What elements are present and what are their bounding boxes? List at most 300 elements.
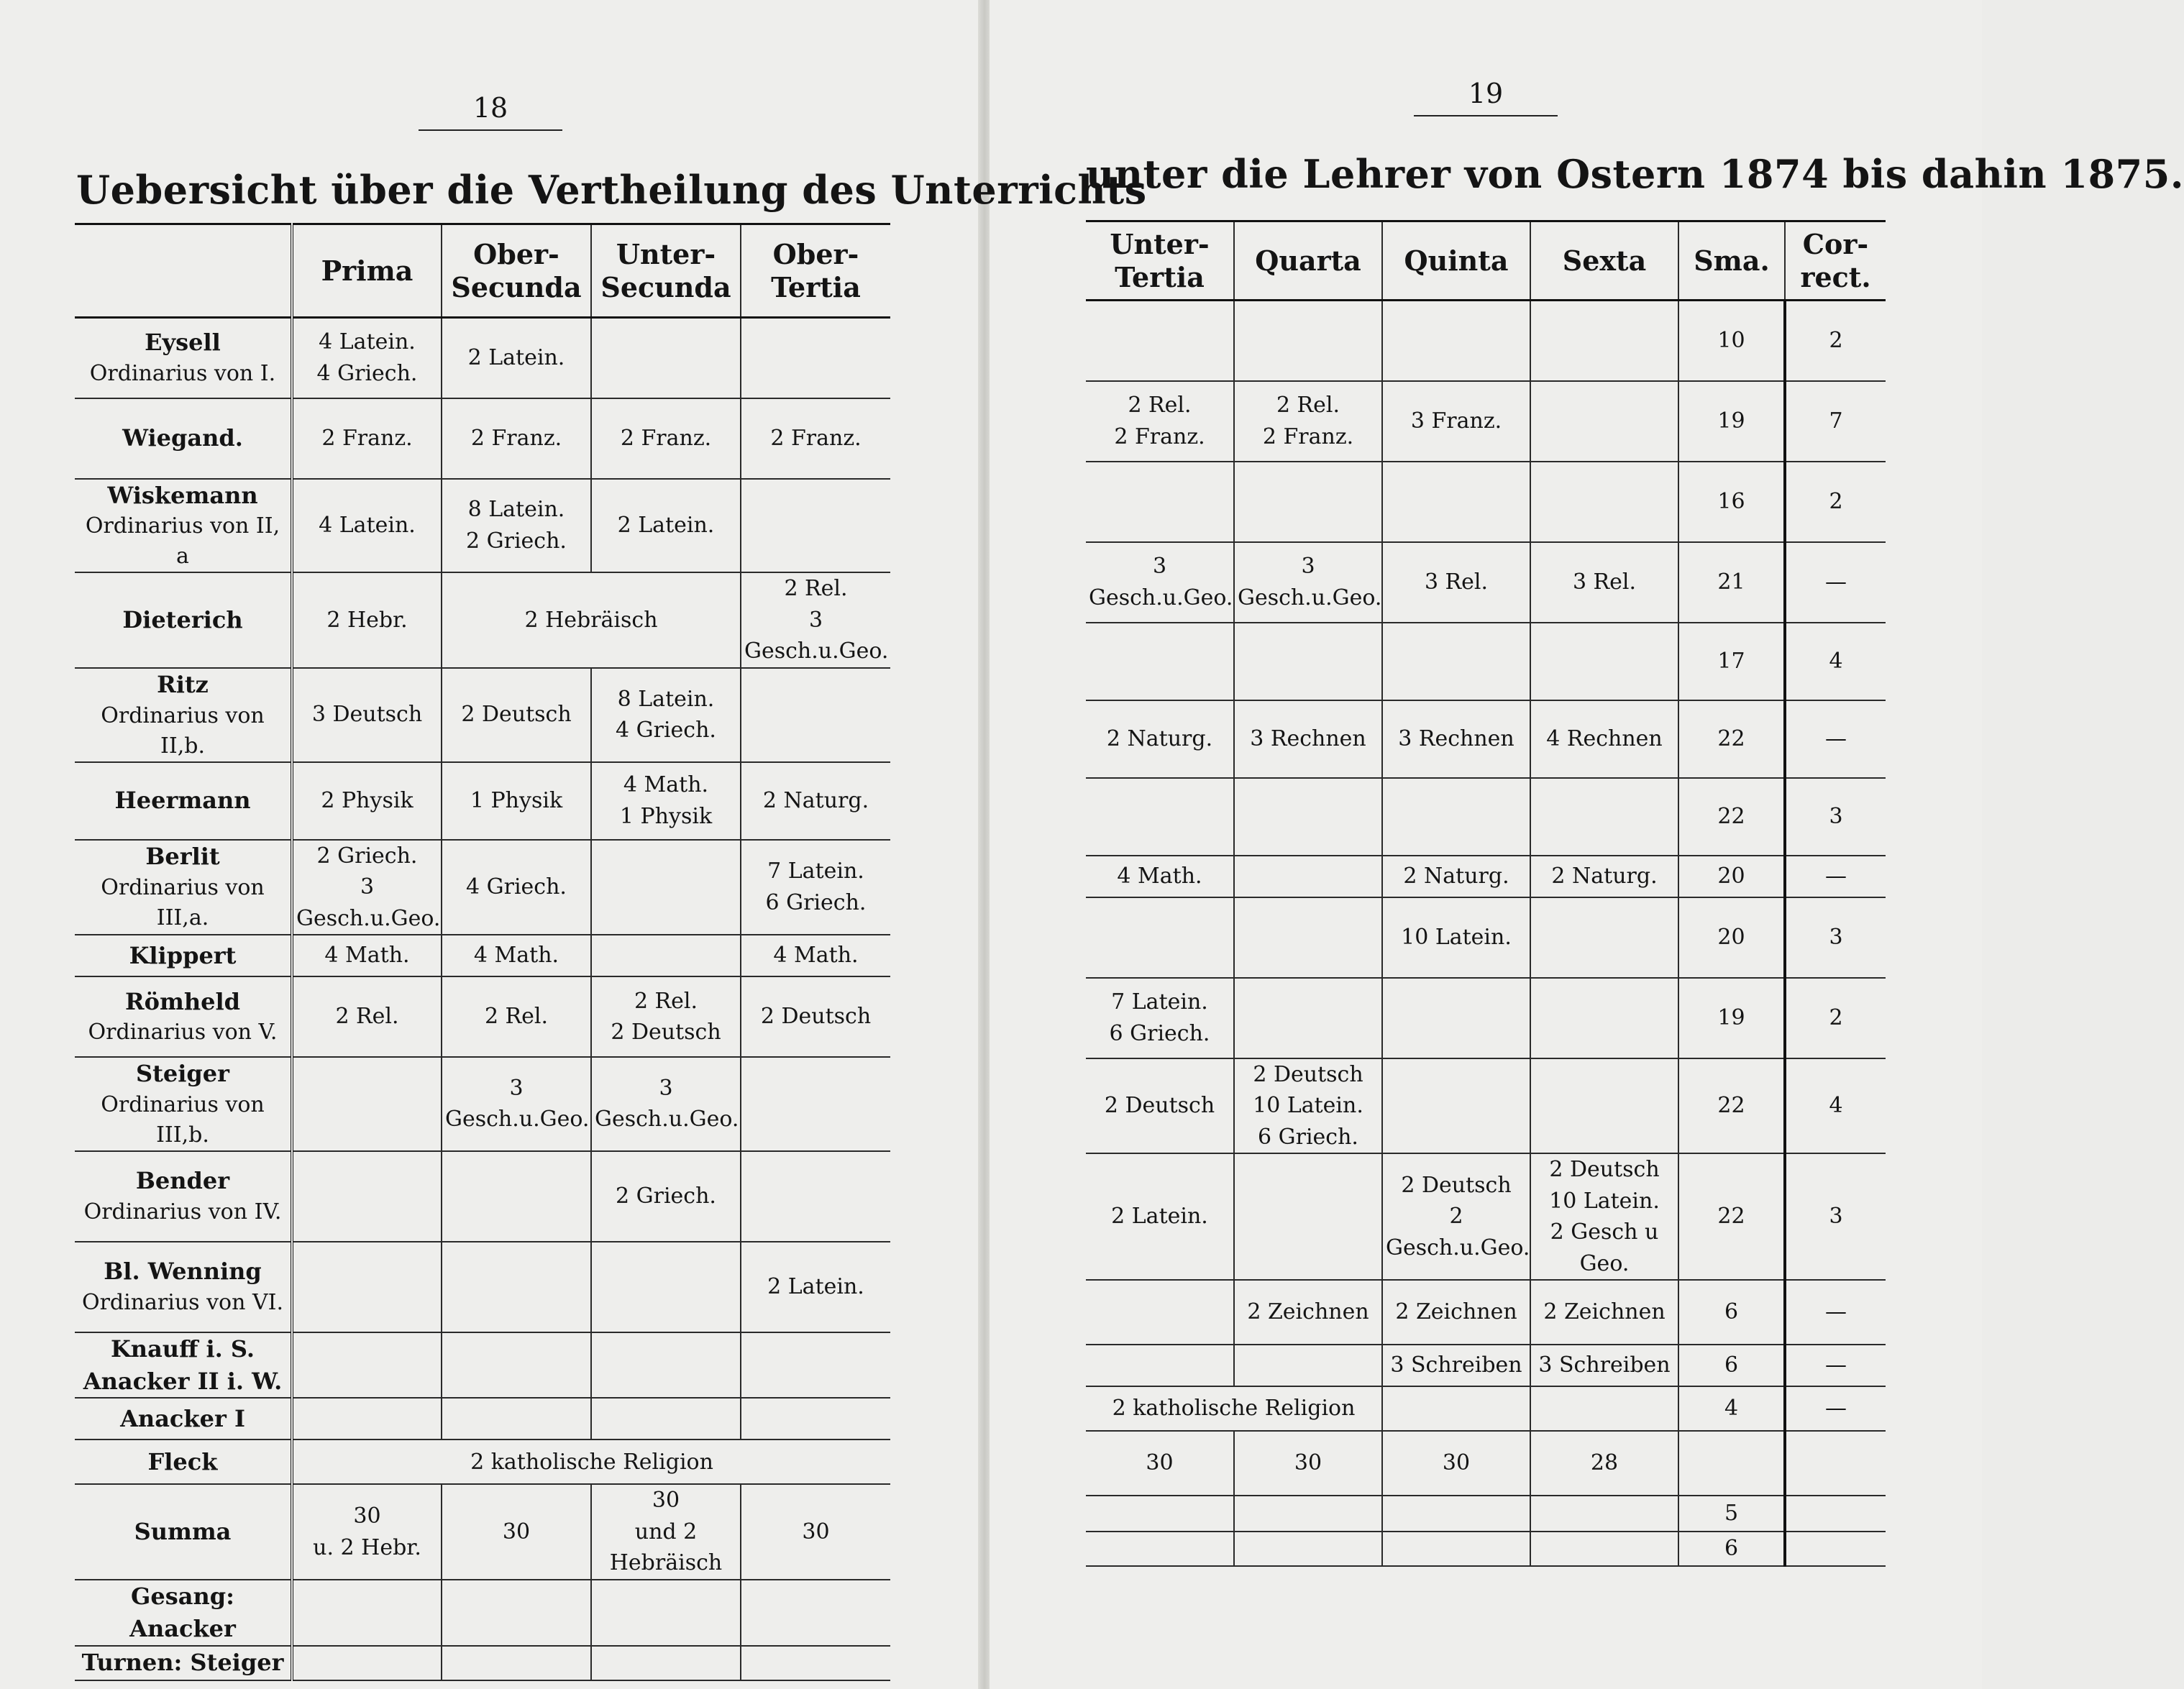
left-cell-r3-c1-line-1: 4 Latein. bbox=[319, 513, 416, 539]
right-row-10 bbox=[1086, 978, 1886, 1058]
left-cell-r5-c2-line-1: 2 Deutsch bbox=[461, 702, 572, 728]
left-row-5 bbox=[75, 668, 890, 762]
right-cell-r4-c2 bbox=[1234, 542, 1382, 623]
right-cell-r17-c6 bbox=[1785, 1496, 1886, 1532]
right-cell-r16-c2-line-1: 30 bbox=[1294, 1450, 1322, 1476]
right-row-2 bbox=[1086, 381, 1886, 462]
left-header-3-line-1: Unter- bbox=[616, 237, 716, 270]
left-row-3 bbox=[75, 479, 890, 573]
right-cell-r4-c5 bbox=[1678, 542, 1785, 623]
left-cell-r12-c2 bbox=[442, 1242, 591, 1332]
left-cell-r1-c3 bbox=[591, 318, 741, 398]
right-header-3-line-1: Sexta bbox=[1562, 244, 1647, 277]
left-cell-r6-c4 bbox=[741, 762, 890, 840]
teacher-role-text: Anacker II i. W. bbox=[83, 1367, 283, 1395]
right-cell-r9-c3-line-1: 10 Latein. bbox=[1401, 924, 1512, 950]
left-cell-r5-c4 bbox=[741, 668, 890, 762]
right-row-9 bbox=[1086, 897, 1886, 978]
right-cell-r8-c4-line-1: 2 Naturg. bbox=[1551, 863, 1658, 889]
left-cell-r4-c1-line-1: 2 Hebr. bbox=[326, 607, 408, 633]
teacher-role-text: Ordinarius von VI. bbox=[81, 1290, 284, 1316]
right-row-8 bbox=[1086, 856, 1886, 897]
left-cell-r4-c2-line-1: 2 Hebräisch bbox=[524, 607, 658, 633]
right-cell-r6-c5-line-1: 22 bbox=[1717, 726, 1745, 751]
right-cell-r1-c5-line-1: 10 bbox=[1717, 328, 1745, 353]
left-cell-r16-c4-line-1: 30 bbox=[802, 1519, 830, 1544]
right-cell-r16-c1-line-1: 30 bbox=[1146, 1450, 1174, 1476]
right-cell-r3-c5-line-1: 16 bbox=[1717, 488, 1745, 514]
right-cell-r3-c6 bbox=[1785, 462, 1886, 542]
teacher-name-1 bbox=[75, 318, 292, 398]
left-header-4-line-2: Tertia bbox=[771, 270, 861, 303]
right-cell-r11-c2 bbox=[1234, 1058, 1382, 1154]
left-cell-r7-c1-line-1: 2 Griech. bbox=[316, 843, 418, 869]
left-cell-r3-c3-line-1: 2 Latein. bbox=[617, 513, 715, 539]
right-cell-r11-c1 bbox=[1086, 1058, 1234, 1154]
left-cell-r10-c2 bbox=[442, 1057, 591, 1151]
right-cell-r6-c3-line-1: 3 Rechnen bbox=[1398, 726, 1514, 751]
right-cell-r18-c6 bbox=[1785, 1532, 1886, 1566]
left-cell-r13-c1 bbox=[292, 1332, 442, 1399]
right-cell-r17-c2 bbox=[1234, 1496, 1382, 1532]
left-row-17 bbox=[75, 1580, 890, 1646]
right-cell-r9-c5 bbox=[1678, 897, 1785, 978]
right-cell-r15-c3 bbox=[1382, 1386, 1530, 1431]
right-cell-r13-c3 bbox=[1382, 1280, 1530, 1345]
right-cell-r7-c5 bbox=[1678, 778, 1785, 856]
right-cell-r6-c6 bbox=[1785, 700, 1886, 778]
right-cell-r17-c1 bbox=[1086, 1496, 1234, 1532]
right-cell-r10-c5-line-1: 19 bbox=[1717, 1004, 1745, 1030]
left-cell-r17-c3 bbox=[591, 1580, 741, 1646]
right-header-unter-tertia bbox=[1086, 221, 1234, 301]
right-cell-r13-c2 bbox=[1234, 1280, 1382, 1345]
right-cell-r4-c4-line-1: 3 Rel. bbox=[1572, 569, 1637, 595]
right-cell-r2-c1 bbox=[1086, 381, 1234, 462]
right-cell-r11-c1-line-1: 2 Deutsch bbox=[1104, 1093, 1215, 1118]
left-cell-r11-c2 bbox=[442, 1151, 591, 1242]
left-header-name bbox=[75, 224, 292, 318]
right-cell-r5-c6 bbox=[1785, 623, 1886, 700]
right-cell-r15-c1-line-1: 2 katholische Religion bbox=[1112, 1396, 1356, 1422]
left-cell-r7-c4-line-1: 7 Latein. bbox=[767, 859, 864, 884]
right-cell-r2-c5 bbox=[1678, 381, 1785, 462]
right-cell-r4-c2-line-1: 3 Gesch.u.Geo. bbox=[1238, 554, 1382, 610]
left-cell-r8-c3 bbox=[591, 935, 741, 976]
left-cell-r18-c2 bbox=[442, 1646, 591, 1680]
right-cell-r10-c6 bbox=[1785, 978, 1886, 1058]
right-header-4-line-1: Sma. bbox=[1694, 244, 1770, 277]
left-cell-r2-c3 bbox=[591, 398, 741, 479]
teacher-role-text: Ordinarius von I. bbox=[89, 361, 276, 387]
left-cell-r1-c1-line-2: 4 Griech. bbox=[316, 360, 418, 386]
right-row-18 bbox=[1086, 1532, 1886, 1566]
right-cell-r11-c2-line-2: 10 Latein. bbox=[1253, 1093, 1363, 1118]
left-cell-r5-c3-line-1: 8 Latein. bbox=[617, 686, 715, 712]
right-cell-r5-c3 bbox=[1382, 623, 1530, 700]
right-cell-r5-c5 bbox=[1678, 623, 1785, 700]
teacher-name-6 bbox=[75, 762, 292, 840]
left-ledger-table bbox=[75, 223, 890, 1681]
right-cell-r3-c5 bbox=[1678, 462, 1785, 542]
right-cell-r7-c3 bbox=[1382, 778, 1530, 856]
right-cell-r16-c5 bbox=[1678, 1431, 1785, 1496]
right-header-0-line-2: Tertia bbox=[1115, 260, 1205, 293]
teacher-name-text: Römheld bbox=[125, 987, 240, 1015]
left-cell-r9-c4 bbox=[741, 976, 890, 1057]
right-cell-r8-c6 bbox=[1785, 856, 1886, 897]
right-cell-r15-c5 bbox=[1678, 1386, 1785, 1431]
right-cell-r8-c1-line-1: 4 Math. bbox=[1117, 863, 1202, 889]
right-cell-r12-c4-line-1: 2 Deutsch bbox=[1549, 1157, 1660, 1182]
left-cell-r1-c2-line-1: 2 Latein. bbox=[467, 345, 565, 370]
right-page-number-rule bbox=[1414, 115, 1558, 116]
teacher-name-text: Wiegand. bbox=[122, 424, 243, 452]
right-cell-r5-c6-line-1: 4 bbox=[1829, 648, 1843, 674]
right-cell-r9-c5-line-1: 20 bbox=[1717, 924, 1745, 950]
right-cell-r14-c3 bbox=[1382, 1345, 1530, 1386]
left-cell-r4-c1 bbox=[292, 572, 442, 668]
left-cell-r12-c4 bbox=[741, 1242, 890, 1332]
right-cell-r12-c5-line-1: 22 bbox=[1717, 1204, 1745, 1230]
teacher-name-14 bbox=[75, 1398, 292, 1439]
right-cell-r8-c4 bbox=[1530, 856, 1678, 897]
right-cell-r18-c3 bbox=[1382, 1532, 1530, 1566]
right-cell-r11-c2-line-1: 2 Deutsch bbox=[1253, 1061, 1363, 1087]
right-cell-r13-c2-line-1: 2 Zeichnen bbox=[1247, 1299, 1369, 1325]
left-cell-r16-c3-line-2: und 2 Hebräisch bbox=[609, 1519, 723, 1576]
left-row-10 bbox=[75, 1057, 890, 1151]
right-ledger-table bbox=[1086, 220, 1886, 1567]
teacher-name-9 bbox=[75, 976, 292, 1057]
right-cell-r3-c6-line-1: 2 bbox=[1829, 488, 1843, 514]
left-cell-r8-c1 bbox=[292, 935, 442, 976]
right-cell-r14-c6 bbox=[1785, 1345, 1886, 1386]
left-cell-r16-c1-line-1: 30 bbox=[353, 1503, 381, 1529]
left-cell-r13-c4 bbox=[741, 1332, 890, 1399]
left-cell-r11-c3-line-1: 2 Griech. bbox=[616, 1184, 716, 1209]
left-cell-r7-c2 bbox=[442, 840, 591, 935]
right-cell-r15-c4 bbox=[1530, 1386, 1678, 1431]
right-cell-r12-c4 bbox=[1530, 1153, 1678, 1280]
left-cell-r4-c4-line-2: 3 Gesch.u.Geo. bbox=[744, 607, 889, 664]
left-cell-r6-c4-line-1: 2 Naturg. bbox=[762, 787, 869, 813]
right-row-14 bbox=[1086, 1345, 1886, 1386]
left-cell-r2-c4-line-1: 2 Franz. bbox=[770, 425, 862, 451]
right-cell-r16-c2 bbox=[1234, 1431, 1382, 1496]
right-cell-r8-c2 bbox=[1234, 856, 1382, 897]
left-cell-r11-c3 bbox=[591, 1151, 741, 1242]
right-cell-r2-c2-line-2: 2 Franz. bbox=[1262, 424, 1354, 449]
left-cell-r8-c4 bbox=[741, 935, 890, 976]
teacher-name-15 bbox=[75, 1439, 292, 1484]
right-cell-r17-c4 bbox=[1530, 1496, 1678, 1532]
left-row-11 bbox=[75, 1151, 890, 1242]
right-cell-r13-c3-line-1: 2 Zeichnen bbox=[1395, 1299, 1517, 1325]
right-cell-r7-c4 bbox=[1530, 778, 1678, 856]
right-cell-r14-c1 bbox=[1086, 1345, 1234, 1386]
left-cell-r18-c1 bbox=[292, 1646, 442, 1680]
right-cell-r8-c1 bbox=[1086, 856, 1234, 897]
right-cell-r2-c4 bbox=[1530, 381, 1678, 462]
right-cell-r5-c2 bbox=[1234, 623, 1382, 700]
right-cell-r6-c3 bbox=[1382, 700, 1530, 778]
right-cell-r7-c6 bbox=[1785, 778, 1886, 856]
right-cell-r3-c3 bbox=[1382, 462, 1530, 542]
left-cell-r17-c2 bbox=[442, 1580, 591, 1646]
right-cell-r5-c5-line-1: 17 bbox=[1717, 648, 1745, 674]
right-cell-r11-c5-line-1: 22 bbox=[1717, 1093, 1745, 1118]
left-cell-r2-c3-line-1: 2 Franz. bbox=[620, 425, 712, 451]
left-header-unter-secunda bbox=[591, 224, 741, 318]
left-cell-r7-c1 bbox=[292, 840, 442, 935]
right-cell-r13-c4-line-1: 2 Zeichnen bbox=[1543, 1299, 1666, 1325]
left-header-4-line-1: Ober- bbox=[772, 237, 859, 270]
right-cell-r10-c4 bbox=[1530, 978, 1678, 1058]
left-cell-r9-c1 bbox=[292, 976, 442, 1057]
teacher-name-text: Ritz bbox=[157, 670, 209, 698]
right-cell-r5-c1 bbox=[1086, 623, 1234, 700]
left-cell-r5-c1-line-1: 3 Deutsch bbox=[311, 702, 423, 728]
right-cell-r17-c5-line-1: 5 bbox=[1724, 1501, 1739, 1526]
right-cell-r18-c4 bbox=[1530, 1532, 1678, 1566]
right-cell-r12-c3 bbox=[1382, 1153, 1530, 1280]
right-cell-r4-c1 bbox=[1086, 542, 1234, 623]
left-cell-r16-c2-line-1: 30 bbox=[502, 1519, 531, 1544]
right-cell-r12-c5 bbox=[1678, 1153, 1785, 1280]
teacher-name-7 bbox=[75, 840, 292, 935]
right-row-6 bbox=[1086, 700, 1886, 778]
left-cell-r7-c3 bbox=[591, 840, 741, 935]
right-cell-r18-c1 bbox=[1086, 1532, 1234, 1566]
teacher-role-text: Ordinarius von V. bbox=[88, 1020, 278, 1045]
right-header-0-line-1: Unter- bbox=[1110, 227, 1210, 260]
right-cell-r12-c1 bbox=[1086, 1153, 1234, 1280]
left-cell-r15-c1-line-1: 2 katholische Religion bbox=[470, 1449, 713, 1475]
right-cell-r16-c4-line-1: 28 bbox=[1590, 1450, 1619, 1476]
right-cell-r16-c3 bbox=[1382, 1431, 1530, 1496]
left-cell-r16-c4 bbox=[741, 1484, 890, 1580]
left-row-1 bbox=[75, 318, 890, 398]
right-cell-r9-c2 bbox=[1234, 897, 1382, 978]
left-cell-r9-c3-line-1: 2 Rel. bbox=[634, 988, 698, 1014]
teacher-role-text: Ordinarius von III,a. bbox=[101, 875, 265, 931]
right-cell-r7-c6-line-1: 3 bbox=[1829, 803, 1843, 829]
left-cell-r17-c4 bbox=[741, 1580, 890, 1646]
left-row-13 bbox=[75, 1332, 890, 1399]
teacher-name-text: Turnen: Steiger bbox=[81, 1649, 284, 1677]
right-row-11 bbox=[1086, 1058, 1886, 1154]
right-cell-r6-c2 bbox=[1234, 700, 1382, 778]
right-cell-r6-c1 bbox=[1086, 700, 1234, 778]
left-cell-r17-c1 bbox=[292, 1580, 442, 1646]
right-cell-r16-c6 bbox=[1785, 1431, 1886, 1496]
left-cell-r2-c1 bbox=[292, 398, 442, 479]
right-cell-r9-c4 bbox=[1530, 897, 1678, 978]
left-row-2 bbox=[75, 398, 890, 479]
right-cell-r4-c3 bbox=[1382, 542, 1530, 623]
left-cell-r9-c2 bbox=[442, 976, 591, 1057]
right-header-quarta bbox=[1234, 221, 1382, 301]
left-heading: Uebersicht über die Vertheilung des Unterrichts bbox=[76, 167, 1147, 213]
right-cell-r2-c3 bbox=[1382, 381, 1530, 462]
right-header-5-line-1: Cor- bbox=[1802, 227, 1869, 260]
right-cell-r10-c1 bbox=[1086, 978, 1234, 1058]
right-cell-r2-c2-line-1: 2 Rel. bbox=[1276, 393, 1340, 418]
left-cell-r9-c2-line-1: 2 Rel. bbox=[484, 1004, 549, 1030]
left-cell-r7-c1-line-2: 3 Gesch.u.Geo. bbox=[296, 874, 441, 931]
left-cell-r3-c2 bbox=[442, 479, 591, 573]
left-cell-r11-c4 bbox=[741, 1151, 890, 1242]
left-cell-r18-c3 bbox=[591, 1646, 741, 1680]
teacher-role-text: Ordinarius von III,b. bbox=[101, 1091, 265, 1148]
right-cell-r13-c5-line-1: 6 bbox=[1724, 1299, 1739, 1325]
left-row-4 bbox=[75, 572, 890, 668]
right-cell-r2-c2 bbox=[1234, 381, 1382, 462]
right-cell-r11-c6 bbox=[1785, 1058, 1886, 1154]
right-cell-r1-c4 bbox=[1530, 301, 1678, 381]
left-cell-r6-c2 bbox=[442, 762, 591, 840]
teacher-name-text: Bl. Wenning bbox=[104, 1258, 262, 1286]
left-cell-r9-c3 bbox=[591, 976, 741, 1057]
right-cell-r15-c1 bbox=[1086, 1386, 1382, 1431]
teacher-name-text: Dieterich bbox=[122, 606, 243, 634]
right-cell-r14-c5 bbox=[1678, 1345, 1785, 1386]
teacher-name-text: Heermann bbox=[114, 787, 251, 815]
left-cell-r10-c3 bbox=[591, 1057, 741, 1151]
left-cell-r10-c4 bbox=[741, 1057, 890, 1151]
teacher-name-text: Anacker I bbox=[120, 1405, 245, 1433]
left-header-1-line-1: Prima bbox=[321, 254, 414, 287]
right-cell-r2-c6 bbox=[1785, 381, 1886, 462]
left-row-16 bbox=[75, 1484, 890, 1580]
left-cell-r16-c3-line-1: 30 bbox=[652, 1488, 680, 1514]
left-cell-r3-c1 bbox=[292, 479, 442, 573]
left-row-6 bbox=[75, 762, 890, 840]
teacher-role-text: Ordinarius von II,b. bbox=[101, 702, 265, 759]
right-cell-r14-c3-line-1: 3 Schreiben bbox=[1390, 1352, 1522, 1378]
right-cell-r2-c6-line-1: 7 bbox=[1829, 408, 1843, 434]
left-cell-r9-c3-line-2: 2 Deutsch bbox=[611, 1020, 721, 1045]
teacher-name-10 bbox=[75, 1057, 292, 1151]
teacher-name-text: Gesang: Anacker bbox=[129, 1582, 236, 1642]
left-cell-r7-c4 bbox=[741, 840, 890, 935]
left-cell-r2-c1-line-1: 2 Franz. bbox=[321, 425, 413, 451]
left-cell-r5-c3 bbox=[591, 668, 741, 762]
teacher-name-text: Steiger bbox=[136, 1060, 229, 1088]
right-cell-r10-c1-line-1: 7 Latein. bbox=[1111, 989, 1208, 1015]
left-cell-r10-c2-line-1: 3 Gesch.u.Geo. bbox=[445, 1075, 590, 1132]
right-cell-r1-c5 bbox=[1678, 301, 1785, 381]
left-cell-r6-c3 bbox=[591, 762, 741, 840]
right-cell-r4-c6-line-1: — bbox=[1825, 569, 1847, 595]
left-header-prima bbox=[292, 224, 442, 318]
left-cell-r3-c2-line-1: 8 Latein. bbox=[467, 497, 565, 523]
right-cell-r12-c4-line-2: 10 Latein. bbox=[1549, 1188, 1660, 1214]
right-cell-r6-c1-line-1: 2 Naturg. bbox=[1106, 726, 1213, 751]
right-cell-r10-c3 bbox=[1382, 978, 1530, 1058]
left-header-ober-tertia bbox=[741, 224, 890, 318]
left-cell-r5-c3-line-2: 4 Griech. bbox=[616, 718, 716, 743]
left-cell-r8-c2 bbox=[442, 935, 591, 976]
left-cell-r8-c1-line-1: 4 Math. bbox=[324, 943, 410, 969]
left-cell-r2-c2 bbox=[442, 398, 591, 479]
right-cell-r12-c3-line-2: 2 Gesch.u.Geo. bbox=[1386, 1204, 1530, 1260]
right-cell-r11-c3 bbox=[1382, 1058, 1530, 1154]
right-cell-r6-c4 bbox=[1530, 700, 1678, 778]
right-cell-r12-c1-line-1: 2 Latein. bbox=[1111, 1204, 1208, 1230]
right-cell-r10-c6-line-1: 2 bbox=[1829, 1004, 1843, 1030]
left-row-14 bbox=[75, 1398, 890, 1439]
left-cell-r10-c3-line-1: 3 Gesch.u.Geo. bbox=[595, 1075, 739, 1132]
right-cell-r16-c3-line-1: 30 bbox=[1442, 1450, 1471, 1476]
right-cell-r6-c4-line-1: 4 Rechnen bbox=[1546, 726, 1663, 751]
left-header-3-line-2: Secunda bbox=[600, 270, 731, 303]
left-cell-r18-c4 bbox=[741, 1646, 890, 1680]
left-row-12 bbox=[75, 1242, 890, 1332]
right-row-16 bbox=[1086, 1431, 1886, 1496]
right-cell-r12-c6-line-1: 3 bbox=[1829, 1204, 1843, 1230]
right-cell-r4-c5-line-1: 21 bbox=[1717, 569, 1745, 595]
left-cell-r16-c2 bbox=[442, 1484, 591, 1580]
left-cell-r9-c1-line-1: 2 Rel. bbox=[335, 1004, 399, 1030]
right-cell-r3-c4 bbox=[1530, 462, 1678, 542]
teacher-name-text: Knauff i. S. bbox=[110, 1335, 255, 1363]
right-cell-r13-c6-line-1: — bbox=[1825, 1299, 1847, 1325]
right-cell-r1-c6 bbox=[1785, 301, 1886, 381]
left-cell-r6-c3-line-1: 4 Math. bbox=[623, 772, 709, 798]
left-cell-r8-c4-line-1: 4 Math. bbox=[773, 943, 859, 969]
right-cell-r14-c2 bbox=[1234, 1345, 1382, 1386]
right-cell-r8-c5-line-1: 20 bbox=[1717, 863, 1745, 889]
left-row-7 bbox=[75, 840, 890, 935]
left-cell-r10-c1 bbox=[292, 1057, 442, 1151]
left-cell-r1-c2 bbox=[442, 318, 591, 398]
teacher-role-text: Ordinarius von II, a bbox=[85, 513, 280, 569]
teacher-name-17 bbox=[75, 1580, 292, 1646]
right-cell-r4-c6 bbox=[1785, 542, 1886, 623]
teacher-name-text: Summa bbox=[134, 1518, 232, 1546]
right-cell-r14-c4-line-1: 3 Schreiben bbox=[1538, 1352, 1671, 1378]
left-cell-r16-c3 bbox=[591, 1484, 741, 1580]
right-cell-r7-c2 bbox=[1234, 778, 1382, 856]
right-cell-r18-c5-line-1: 6 bbox=[1724, 1536, 1739, 1562]
right-cell-r13-c1 bbox=[1086, 1280, 1234, 1345]
right-cell-r1-c6-line-1: 2 bbox=[1829, 328, 1843, 353]
right-cell-r6-c6-line-1: — bbox=[1825, 726, 1847, 751]
right-heading: unter die Lehrer von Ostern 1874 bis dahin 1875. bbox=[1086, 151, 2184, 197]
right-cell-r5-c4 bbox=[1530, 623, 1678, 700]
left-page-number: 18 bbox=[472, 92, 508, 124]
left-cell-r15-c1 bbox=[292, 1439, 890, 1484]
right-cell-r2-c1-line-1: 2 Rel. bbox=[1128, 393, 1192, 418]
right-cell-r14-c4 bbox=[1530, 1345, 1678, 1386]
right-header-row bbox=[1086, 221, 1886, 301]
right-cell-r13-c5 bbox=[1678, 1280, 1785, 1345]
right-cell-r8-c5 bbox=[1678, 856, 1785, 897]
left-cell-r3-c2-line-2: 2 Griech. bbox=[466, 528, 567, 554]
left-cell-r6-c2-line-1: 1 Physik bbox=[470, 787, 563, 813]
right-cell-r3-c1 bbox=[1086, 462, 1234, 542]
right-row-3 bbox=[1086, 462, 1886, 542]
right-cell-r9-c6-line-1: 3 bbox=[1829, 924, 1843, 950]
right-page-number: 19 bbox=[1468, 78, 1504, 109]
teacher-name-16 bbox=[75, 1484, 292, 1580]
right-row-15 bbox=[1086, 1386, 1886, 1431]
right-cell-r10-c5 bbox=[1678, 978, 1785, 1058]
teacher-name-11 bbox=[75, 1151, 292, 1242]
teacher-name-3 bbox=[75, 479, 292, 573]
